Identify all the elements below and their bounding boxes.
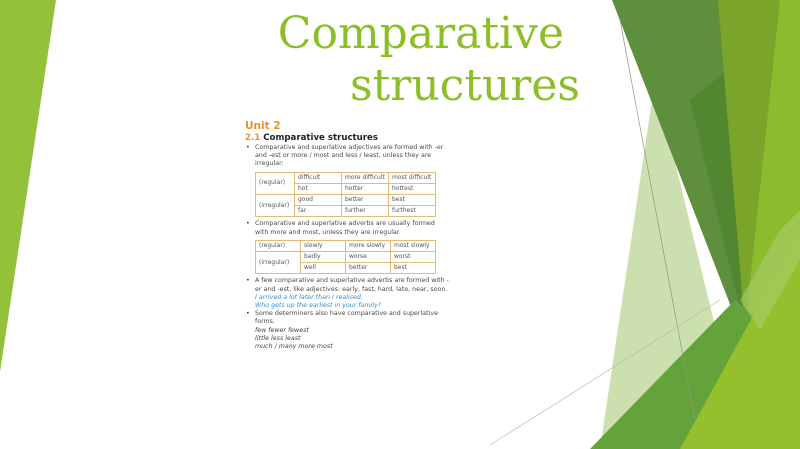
table-cell: well — [301, 263, 346, 274]
table-cell: furthest — [389, 206, 436, 217]
row-label: (regular) — [256, 240, 301, 251]
table-cell: most slowly — [391, 240, 436, 251]
section-title: Comparative structures — [263, 133, 378, 143]
section-number: 2.1 — [245, 133, 261, 143]
left-green-stripe — [0, 0, 56, 372]
table-cell: most difficult — [389, 172, 436, 183]
slide-title — [278, 8, 580, 112]
table-cell: best — [389, 195, 436, 206]
title-line-2: structures — [350, 60, 580, 111]
unit-heading: Unit 2 — [245, 120, 281, 132]
row-label: (irregular) — [256, 195, 295, 217]
row-label: (regular) — [256, 172, 295, 194]
table-cell: far — [295, 206, 342, 217]
table-row — [256, 252, 436, 263]
table-cell: worst — [391, 252, 436, 263]
table-row — [256, 195, 436, 206]
adverbs-table — [255, 240, 436, 275]
table-row — [256, 172, 436, 183]
row-label: (irregular) — [256, 252, 301, 274]
textbook-image — [245, 120, 450, 351]
table-cell: slowly — [301, 240, 346, 251]
table-cell: worse — [346, 252, 391, 263]
table-cell: good — [295, 195, 342, 206]
table-cell: hot — [295, 183, 342, 194]
determiner-few: few fewer fewest — [255, 326, 309, 334]
table-cell: best — [391, 263, 436, 274]
table-cell: more slowly — [346, 240, 391, 251]
table-row — [256, 240, 436, 251]
section-heading — [245, 133, 450, 144]
title-line-1: Comparative — [277, 8, 564, 59]
table-cell: more difficult — [342, 172, 389, 183]
bullet-determiners: • Some determiners also have comparative and superlative forms. — [245, 310, 450, 326]
example-sentence-2: Who gets up the earliest in your family? — [255, 302, 382, 310]
table-cell: further — [342, 206, 389, 217]
table-cell: hotter — [342, 183, 389, 194]
determiner-much-many: much / many more most — [255, 343, 333, 351]
bullet-adverbs: • Comparative and superlative adverbs are usually formed with more and most, unless they are irregular. — [245, 220, 450, 236]
table-cell: better — [346, 263, 391, 274]
table-cell: better — [342, 195, 389, 206]
determiner-little: little less least — [255, 334, 301, 342]
bullet-er-est-adverbs: • A few comparative and superlative adverbs are formed with -er and -est, like adjectives: early, fast, hard, late, near, soon. — [245, 277, 450, 293]
bullet-adjectives: • Comparative and superlative adjectives are formed with -er and -est or more / most and less / least, unless they are irregular: — [245, 144, 450, 169]
table-cell: hottest — [389, 183, 436, 194]
table-cell: badly — [301, 252, 346, 263]
table-cell: difficult — [295, 172, 342, 183]
adjectives-table — [255, 172, 436, 218]
example-sentence-1: I arrived a lot later than I realised. — [255, 293, 363, 301]
